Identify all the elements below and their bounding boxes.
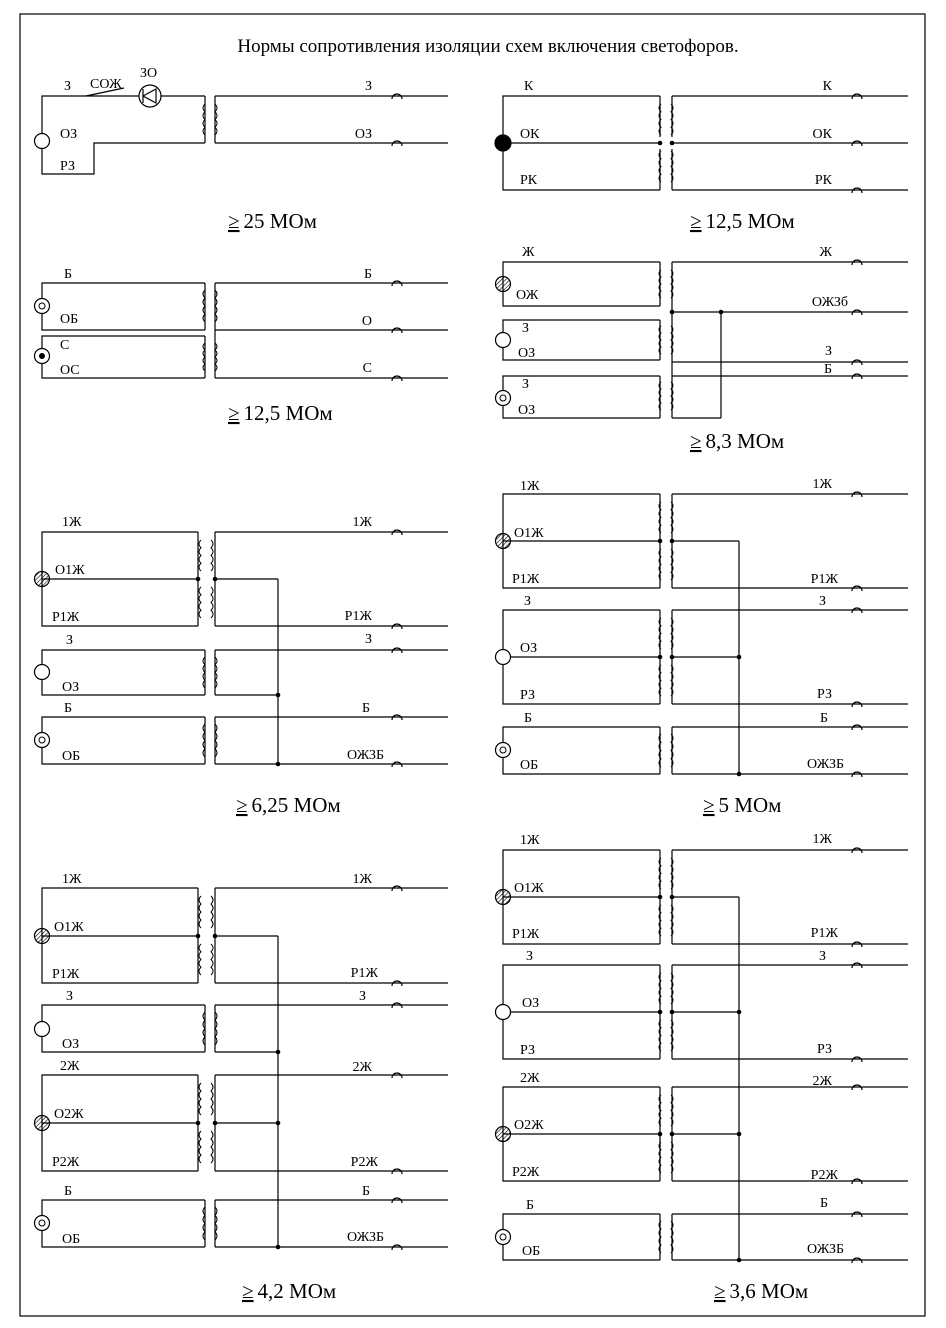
junction-dot <box>670 655 675 660</box>
norm-value: 8,3 МОм <box>705 429 785 453</box>
wire-label: Р1Ж <box>52 967 80 982</box>
wire-label: ОЖЗБ <box>346 1230 384 1245</box>
lamp-ring-icon <box>35 1216 50 1231</box>
norm-value: 6,25 МОм <box>251 793 341 817</box>
junction-dot <box>737 772 742 777</box>
junction-dot <box>196 577 201 582</box>
lamp-hatched-icon <box>496 1127 511 1142</box>
secondary-winding <box>211 587 213 618</box>
wire-label: ОЖЗБ <box>806 757 844 772</box>
lamp-open-icon <box>35 1022 50 1037</box>
wire-label: Ж <box>819 245 832 260</box>
norm-value: 25 МОм <box>243 209 317 233</box>
lamp-ring-icon <box>496 1230 511 1245</box>
wire-label: О2Ж <box>54 1107 84 1122</box>
wire-label: ОЗ <box>518 403 536 418</box>
wire-label: 1Ж <box>812 477 832 492</box>
junction-dot <box>196 934 201 939</box>
ge-symbol: ≥ <box>242 1279 254 1303</box>
norm-label <box>714 1279 808 1303</box>
circuit-wiring <box>42 96 860 1260</box>
junction-dot <box>670 539 675 544</box>
lamp-hatched-icon <box>35 572 50 587</box>
ge-symbol: ≥ <box>690 209 702 233</box>
signal-lamps <box>35 134 512 1245</box>
junction-dot <box>276 1245 281 1250</box>
lamp-hatched-icon <box>35 929 50 944</box>
primary-winding <box>199 1083 201 1115</box>
junction-dot <box>670 895 675 900</box>
primary-winding <box>199 896 201 928</box>
norm-value: 3,6 МОм <box>729 1279 809 1303</box>
norm-label <box>242 1279 336 1303</box>
junction-dot <box>670 310 675 315</box>
wire-label: ОБ <box>62 1232 81 1247</box>
norm-value: 12,5 МОм <box>705 209 795 233</box>
transformer-windings <box>199 104 673 1253</box>
wire-label: СОЖ <box>90 77 122 92</box>
junction-dot <box>719 310 724 315</box>
wire-label: РЗ <box>60 159 75 174</box>
wire-label: Р1Ж <box>344 609 372 624</box>
wire-label: З <box>522 321 530 336</box>
junction-dot <box>276 1121 281 1126</box>
wire-label: Б <box>524 711 533 726</box>
norm-label <box>690 209 795 233</box>
junction-dot <box>737 1258 742 1263</box>
lamp-filled-icon <box>495 135 511 151</box>
junction-dot <box>658 1132 663 1137</box>
lamp-open-icon <box>496 333 511 348</box>
wire-label: З <box>66 633 74 648</box>
wire-label: ОЖЗб <box>811 295 848 310</box>
wire-label: ОК <box>812 127 832 142</box>
secondary-winding <box>211 1083 213 1115</box>
wire-label: РК <box>814 173 832 188</box>
secondary-winding <box>211 944 213 975</box>
wire-label: З <box>358 989 366 1004</box>
junction-dot <box>737 1132 742 1137</box>
primary-winding <box>199 944 201 975</box>
wire-label: 2Ж <box>812 1074 832 1089</box>
wire-label: О1Ж <box>54 920 84 935</box>
junction-dot <box>670 1010 675 1015</box>
wire-label: ОЖ <box>516 288 539 303</box>
primary-winding <box>199 540 201 571</box>
lamp-hatched-icon <box>35 1116 50 1131</box>
norm-label <box>690 429 784 453</box>
junction-dot <box>658 1010 663 1015</box>
norm-label <box>236 793 341 817</box>
wire-label: С <box>362 361 372 376</box>
wire-label: Р1Ж <box>810 926 838 941</box>
wire-label: С <box>60 338 70 353</box>
wire-label: 1Ж <box>520 833 540 848</box>
wire-labels <box>52 66 848 1259</box>
ge-symbol: ≥ <box>703 793 715 817</box>
norm-value: 5 МОм <box>718 793 782 817</box>
lamp-open-icon <box>496 1005 511 1020</box>
wire-label: Б <box>819 1196 828 1211</box>
lamp-ring-icon <box>496 743 511 758</box>
lamp-dot-center <box>39 353 45 359</box>
primary-winding <box>199 587 201 618</box>
wire-label: Б <box>361 701 370 716</box>
wire-label: Р2Ж <box>810 1168 838 1183</box>
lamp-hatched-icon <box>496 534 511 549</box>
wire-label: Р1Ж <box>52 610 80 625</box>
wire-label: ОБ <box>522 1244 541 1259</box>
wire-label: О1Ж <box>514 881 544 896</box>
junction-dot <box>737 1010 742 1015</box>
lamp-open-icon <box>35 665 50 680</box>
wire-label: РЗ <box>817 687 832 702</box>
ge-symbol: ≥ <box>228 209 240 233</box>
wire-label: Р1Ж <box>512 572 540 587</box>
lamp-open-icon <box>35 134 50 149</box>
wire-label: ОЗ <box>518 346 536 361</box>
wire-label: Р2Ж <box>350 1155 378 1170</box>
lamp-ring-icon <box>35 733 50 748</box>
junction-dot <box>276 693 281 698</box>
wire-label: О1Ж <box>514 526 544 541</box>
wire-label: ОС <box>60 363 80 378</box>
wire-label: Б <box>363 267 372 282</box>
wire-label: 1Ж <box>812 832 832 847</box>
wire-label: ОК <box>520 127 540 142</box>
ge-symbol: ≥ <box>690 429 702 453</box>
wire-label: 1Ж <box>352 515 372 530</box>
norm-value: 4,2 МОм <box>257 1279 337 1303</box>
wire-label: 2Ж <box>520 1071 540 1086</box>
wire-label: 1Ж <box>62 515 82 530</box>
wire-label: Б <box>64 267 73 282</box>
wire-label: ОБ <box>62 749 81 764</box>
wire-label: 1Ж <box>352 872 372 887</box>
junction-dot <box>658 895 663 900</box>
wire-label: О <box>361 314 372 329</box>
ge-symbol: ≥ <box>236 793 248 817</box>
wire-label: З <box>364 632 372 647</box>
wire-label: РЗ <box>817 1042 832 1057</box>
wire-label: З <box>824 344 832 359</box>
wire-label: ОЖЗБ <box>346 748 384 763</box>
wire-label: Р1Ж <box>350 966 378 981</box>
wire-label: Б <box>819 711 828 726</box>
secondary-winding <box>211 540 213 571</box>
wire-label: Б <box>526 1198 535 1213</box>
wire-label: З <box>522 377 530 392</box>
junction-dot <box>737 655 742 660</box>
wire-label: Ж <box>522 245 535 260</box>
ge-symbol: ≥ <box>228 401 240 425</box>
wire-label: Б <box>64 1184 73 1199</box>
wire-label: РЗ <box>520 688 535 703</box>
wire-label: Р1Ж <box>810 572 838 587</box>
secondary-winding <box>211 1131 213 1163</box>
wire-label: Б <box>64 701 73 716</box>
wire-label: Р2Ж <box>52 1155 80 1170</box>
wire-label: ЗО <box>140 66 158 81</box>
junction-dot <box>670 1132 675 1137</box>
lamp-open-icon <box>496 650 511 665</box>
wire-label: 1Ж <box>62 872 82 887</box>
norm-label <box>228 401 333 425</box>
norm-label <box>703 793 781 817</box>
wire-label: З <box>818 949 826 964</box>
wire-label: З <box>818 594 826 609</box>
ge-symbol: ≥ <box>714 1279 726 1303</box>
wire-label: О2Ж <box>514 1118 544 1133</box>
wire-label: З <box>364 79 372 94</box>
junction-dot <box>276 762 281 767</box>
junction-dot <box>276 1050 281 1055</box>
wire-label: ОЗ <box>354 127 372 142</box>
junction-dot <box>658 655 663 660</box>
wire-label: ОЗ <box>60 127 78 142</box>
junction-dot <box>658 141 663 146</box>
wire-label: ОЗ <box>62 680 80 695</box>
norm-value: 12,5 МОм <box>243 401 333 425</box>
secondary-winding <box>211 896 213 928</box>
wire-label: Р2Ж <box>512 1165 540 1180</box>
wire-label: 2Ж <box>60 1059 80 1074</box>
wire-label: ОБ <box>60 312 79 327</box>
wire-label: З <box>66 989 74 1004</box>
wire-label: 2Ж <box>352 1060 372 1075</box>
wire-label: ОЗ <box>62 1037 80 1052</box>
junction-dot <box>670 141 675 146</box>
wire-label: РЗ <box>520 1043 535 1058</box>
wire-label: 1Ж <box>520 479 540 494</box>
page-title: Нормы сопротивления изоляции схем включения светофоров. <box>237 36 739 57</box>
wire-label: ОЖЗБ <box>806 1242 844 1257</box>
wire-label: ОЗ <box>520 641 538 656</box>
wire-label: З <box>64 79 72 94</box>
wire-label: Б <box>361 1184 370 1199</box>
wire-label: О1Ж <box>55 563 85 578</box>
primary-winding <box>199 1131 201 1163</box>
junction-dot <box>213 577 218 582</box>
junction-dot <box>213 1121 218 1126</box>
junction-dot <box>213 934 218 939</box>
junction-dot <box>658 539 663 544</box>
wire-label: К <box>524 79 534 94</box>
lamp-hatched-icon <box>496 277 511 292</box>
wire-label: З <box>526 949 534 964</box>
lamp-ring-icon <box>496 391 511 406</box>
wire-label: З <box>524 594 532 609</box>
wire-label: ОБ <box>520 758 539 773</box>
wire-label: К <box>822 79 832 94</box>
lamp-ring-icon <box>35 299 50 314</box>
wire-label: Б <box>823 362 832 377</box>
wire-label: ОЗ <box>522 996 540 1011</box>
junction-dot <box>196 1121 201 1126</box>
wire-label: РК <box>520 173 538 188</box>
norm-label <box>228 209 317 233</box>
wire-label: Р1Ж <box>512 927 540 942</box>
lamp-hatched-icon <box>496 890 511 905</box>
